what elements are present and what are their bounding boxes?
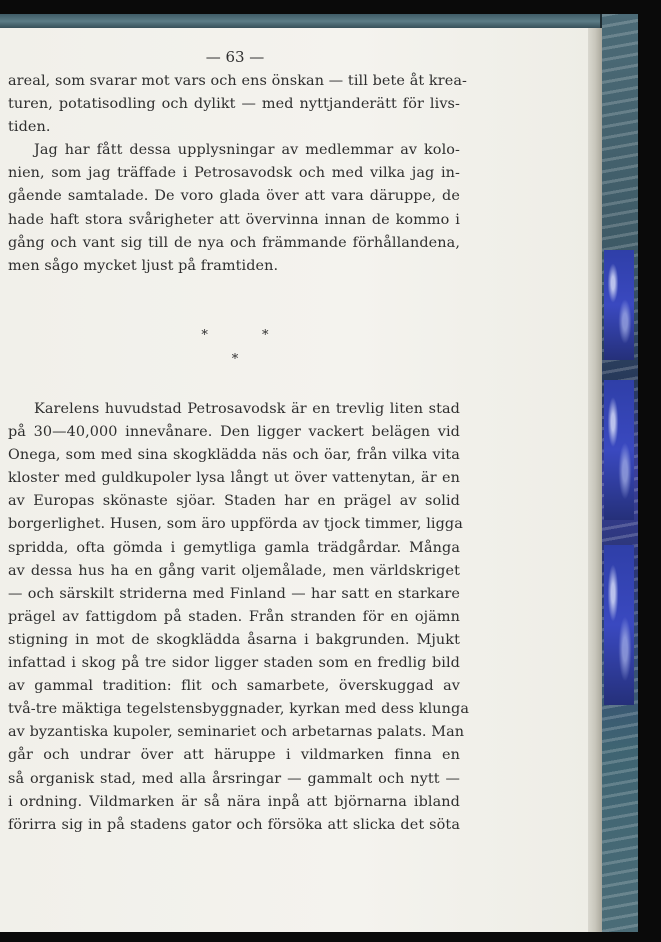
text-line: går och undrar över att häruppe i vildmarken finna en <box>8 747 460 764</box>
text-line: areal, som svarar mot vars och ens önskan — till bete åt krea- <box>8 73 467 89</box>
text-line: nien, som jag träffade i Petrosavodsk och med vilka jag in- <box>8 165 460 182</box>
text-line: Karelens huvudstad Petrosavodsk är en trevlig liten stad <box>34 401 460 417</box>
text-line: gång och vant sig till de nya och främmande förhållandena, <box>8 234 460 251</box>
text-line: av gammal tradition: flit och samarbete, överskuggad av <box>8 678 460 695</box>
text-line: kloster med guldkupoler lysa långt ut över vattenytan, är en <box>8 470 460 487</box>
text-line: hade haft stora svårigheter att övervinna innan de kommo i <box>8 211 460 228</box>
text-line: så organisk stad, med alla årsringar — gammalt och nytt — <box>8 770 460 787</box>
text-line: — och särskilt striderna med Finland — har satt en starkare <box>8 585 460 602</box>
text-line: två-tre mäktiga tegelstensbyggnader, kyrkan med dess klunga <box>8 701 470 718</box>
marbled-pattern <box>604 250 634 360</box>
text-line: prägel av fattigdom på staden. Från stranden för en ojämn <box>8 608 460 625</box>
text-line: av byzantiska kupoler, seminariet och arbetarnas palats. Man <box>8 724 465 741</box>
text-line: gående samtalade. De voro glada över att vara däruppe, de <box>8 188 460 205</box>
text-line: men sågo mycket ljust på framtiden. <box>8 257 279 274</box>
text-line: förirra sig in på stadens gator och försöka att slicka det söta <box>8 816 460 833</box>
page-edge-shadow <box>588 28 602 932</box>
section-divider-stars: * * <box>201 328 269 343</box>
text-line: Onega, som med sina skogklädda näs och öar, från vilka vita <box>8 447 460 464</box>
text-line: borgerlighet. Husen, som äro uppförda av tjock timmer, ligga <box>8 516 463 533</box>
paragraph-3 <box>8 398 470 837</box>
text-line: på 30—40,000 innevånare. Den ligger vackert belägen vid <box>8 424 460 441</box>
page-number: — 63 — <box>205 48 265 66</box>
text-line: av dessa hus ha en gång varit oljemålade, men världskriget <box>8 562 460 579</box>
marbled-pattern <box>604 545 634 705</box>
text-line: Jag har fått dessa upplysningar av medlemmar av kolo- <box>34 142 460 159</box>
text-line: stigning in mot de skogklädda åsarna i bakgrunden. Mjukt <box>8 631 460 648</box>
text-line: infattad i skog på tre sidor ligger staden som en fredlig bild <box>8 655 460 672</box>
text-line: turen, potatisodling och dylikt — med nyttjanderätt för livs- <box>8 96 460 113</box>
text-line: av Europas skönaste sjöar. Staden har en prägel av solid <box>8 493 460 510</box>
section-divider-star: * <box>231 352 239 367</box>
paragraph-1 <box>8 70 467 278</box>
marbled-pattern <box>604 380 634 520</box>
text-line: spridda, ofta gömda i gemytliga gamla trädgårdar. Många <box>8 539 460 556</box>
text-line: tiden. <box>8 119 51 136</box>
text-line: i ordning. Vildmarken är så nära inpå att björnarna ibland <box>8 793 460 810</box>
